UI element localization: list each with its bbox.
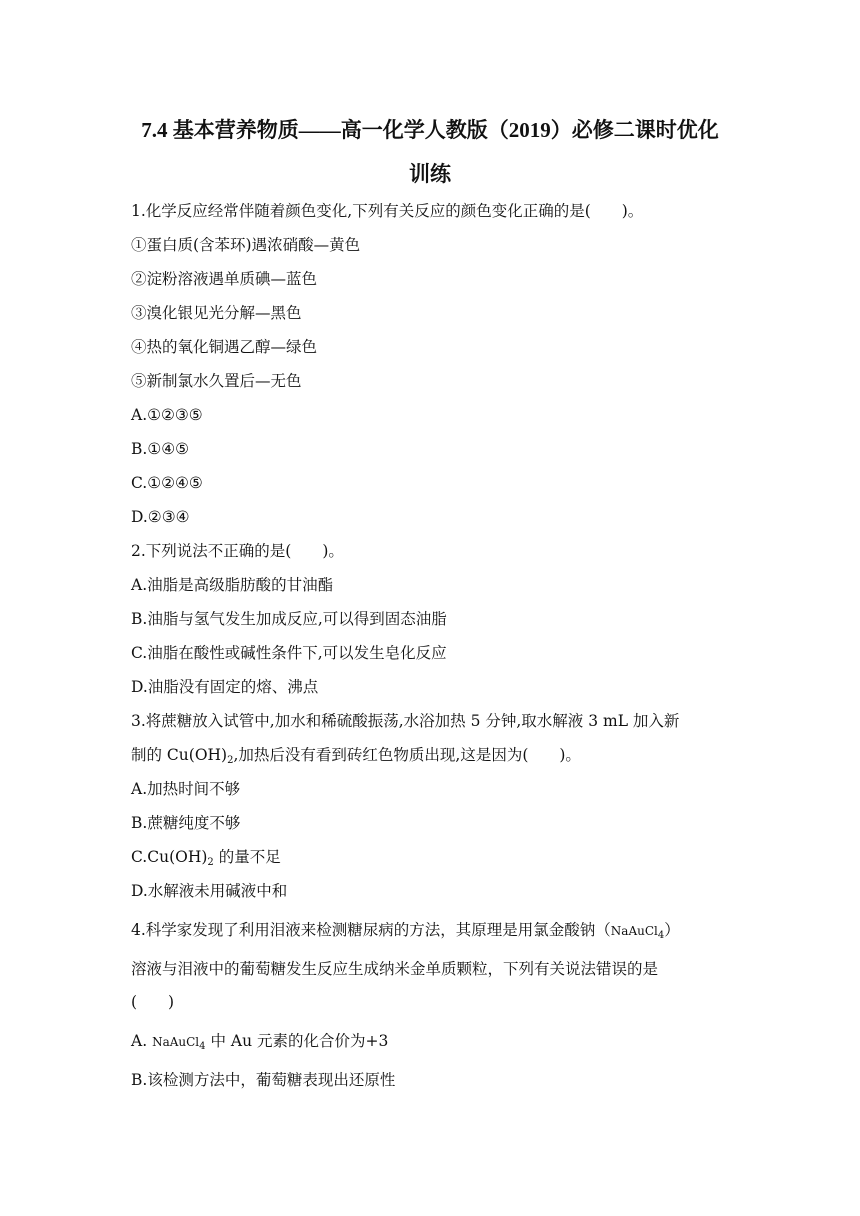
question-1-option-b: B.①④⑤ — [131, 440, 190, 458]
question-4-stem-line2: 溶液与泪液中的葡萄糖发生反应生成纳米金单质颗粒，下列有关说法错误的是 — [131, 960, 659, 978]
document-title-line2: 训练 — [409, 162, 451, 186]
question-4-stem-line3: ( ) — [131, 993, 175, 1011]
question-4-stem-text-end: ） — [664, 921, 680, 939]
question-4-formula-subscript: 4 — [657, 930, 665, 941]
question-4-option-b: B.该检测方法中，葡萄糖表现出还原性 — [131, 1071, 396, 1089]
question-3-option-c-text: C.Cu(OH) — [131, 848, 208, 866]
question-3-option-b: B.蔗糖纯度不够 — [131, 814, 241, 832]
question-4-formula: NaAuCl — [610, 924, 658, 938]
question-4-option-a-label: A. — [131, 1032, 153, 1050]
question-1-item-4: ④热的氧化铜遇乙醇—绿色 — [131, 338, 318, 356]
question-2-stem: 2.下列说法不正确的是( )。 — [131, 542, 344, 560]
question-3-option-c-subscript: 2 — [207, 857, 214, 868]
question-2-option-b: B.油脂与氢气发生加成反应,可以得到固态油脂 — [131, 610, 447, 628]
question-4-stem-line1 — [131, 920, 680, 946]
question-1-option-c: C.①②④⑤ — [131, 474, 203, 492]
question-1-stem: 1.化学反应经常伴随着颜色变化,下列有关反应的颜色变化正确的是( )。 — [131, 202, 644, 220]
question-3-option-d: D.水解液未用碱液中和 — [131, 882, 288, 900]
question-3-stem-line1: 3.将蔗糖放入试管中,加水和稀硫酸振荡,水浴加热 5 分钟,取水解液 3 mL 加入新 — [131, 712, 680, 730]
question-4-option-a-formula: NaAuCl — [152, 1035, 200, 1049]
question-1-item-5: ⑤新制氯水久置后—无色 — [131, 372, 302, 390]
question-1-item-2: ②淀粉溶液遇单质碘—蓝色 — [131, 270, 318, 288]
question-2-option-d: D.油脂没有固定的熔、沸点 — [131, 678, 319, 696]
question-2-option-c: C.油脂在酸性或碱性条件下,可以发生皂化反应 — [131, 644, 447, 662]
question-1-item-1: ①蛋白质(含苯环)遇浓硝酸—黄色 — [131, 236, 361, 254]
question-3-option-c — [131, 847, 281, 873]
question-1-item-3: ③溴化银见光分解—黑色 — [131, 304, 302, 322]
question-3-stem-text: 制的 Cu(OH) — [131, 746, 228, 764]
question-3-option-c-text-end: 的量不足 — [213, 848, 281, 866]
document-title-line1: 7.4 基本营养物质——高一化学人教版（2019）必修二课时优化 — [141, 118, 719, 142]
question-4-stem-text: 4.科学家发现了利用泪液来检测糖尿病的方法，其原理是用氯金酸钠（ — [131, 921, 611, 939]
question-4-option-a-text: 中 Au 元素的化合价为+3 — [205, 1032, 389, 1050]
question-3-subscript: 2 — [227, 755, 234, 766]
question-3-stem-text-end: ,加热后没有看到砖红色物质出现,这是因为( )。 — [233, 746, 581, 764]
question-2-option-a: A.油脂是高级脂肪酸的甘油酯 — [131, 576, 334, 594]
question-3-option-a: A.加热时间不够 — [131, 780, 241, 798]
question-1-option-a: A.①②③⑤ — [131, 406, 203, 424]
question-4-option-a — [131, 1031, 388, 1057]
question-4-option-a-subscript: 4 — [199, 1041, 206, 1052]
question-3-stem-line2 — [131, 745, 581, 771]
question-1-option-d: D.②③④ — [131, 508, 190, 526]
